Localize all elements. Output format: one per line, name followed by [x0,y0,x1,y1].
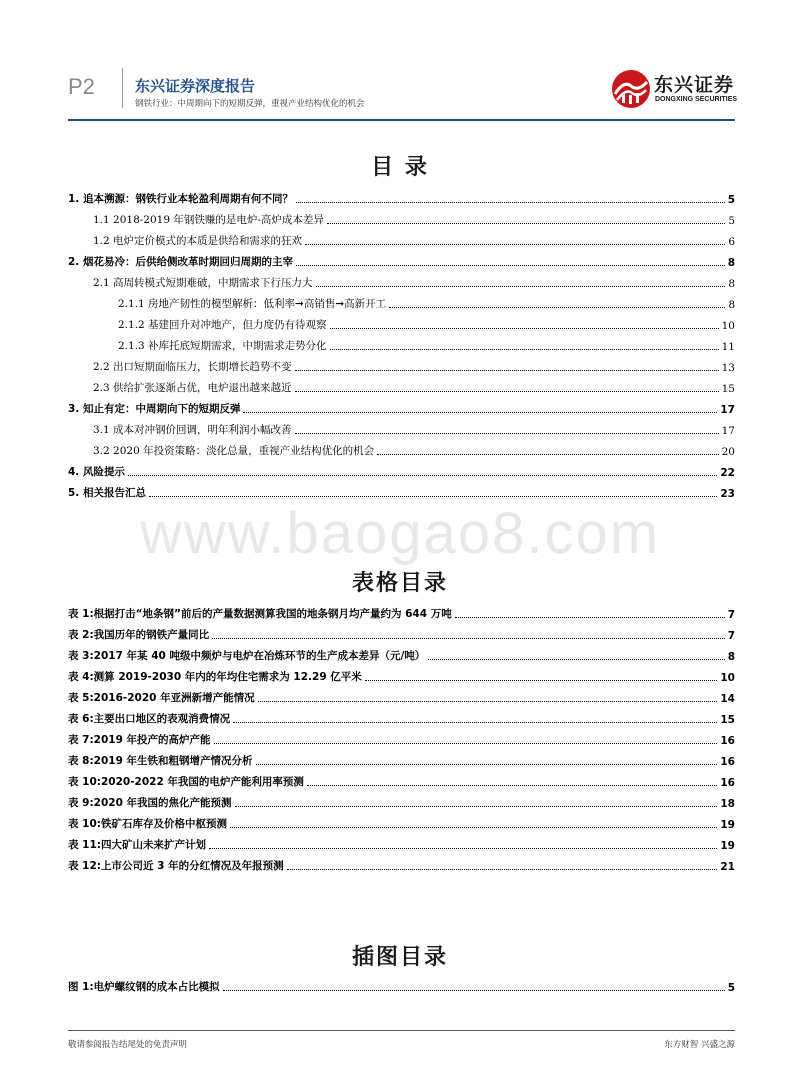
leader-dots [258,701,718,702]
report-series-title: 东兴证券深度报告 [135,77,256,95]
toc-item-page: 22 [720,467,735,479]
leader-dots [214,743,718,744]
toc-item-page: 15 [721,383,735,395]
leader-dots [235,806,718,807]
leader-dots [287,869,718,870]
footer-rule [68,1030,735,1031]
table-list-label: 表 8:2019 年生铁和粗钢增产情况分析 [68,755,253,767]
table-list-label: 表 3:2017 年某 40 吨级中频炉与电炉在冶炼环节的生产成本差异（元/吨） [68,650,426,662]
table-list-item[interactable] [68,648,735,663]
toc-item-label: 3. 知止有定：中周期向下的短期反弹 [68,403,241,415]
table-list-item[interactable] [68,858,735,873]
table-list-item[interactable] [68,837,735,852]
toc-item-page: 17 [721,425,735,437]
table-list-label: 表 12:上市公司近 3 年的分红情况及年报预测 [68,860,284,872]
page-number: P2 [68,74,95,99]
toc-item-label: 2.1.2 基建回升对冲地产，但力度仍有待观察 [118,319,327,331]
footer-slogan: 东方财智 兴盛之源 [664,1040,735,1050]
leader-dots [327,223,725,224]
table-list-page: 19 [720,840,735,852]
leader-dots [296,265,725,266]
leader-dots [243,412,717,413]
tables-list-title: 表格目录 [351,571,448,596]
table-list-item[interactable] [68,732,735,747]
table-list-label: 表 4:测算 2019-2030 年内的年均住宅需求为 12.29 亿平米 [68,671,362,683]
leader-dots [330,349,719,350]
figure-list-item[interactable] [68,979,735,994]
table-list-page: 16 [720,735,735,747]
toc-item[interactable] [93,380,735,395]
leader-dots [377,454,719,455]
leader-dots [149,496,717,497]
table-list-page: 10 [720,672,735,684]
table-list-page: 21 [720,861,735,873]
toc-item-page: 5 [727,194,735,206]
table-list-label: 表 10:2020-2022 年我国的电炉产能利用率预测 [68,776,304,788]
logo-en-text: DONGXING SECURITIES [655,96,738,103]
toc-item[interactable] [68,464,735,479]
toc-item[interactable] [68,485,735,500]
table-list-item[interactable] [68,774,735,789]
leader-dots [365,680,718,681]
figures-list-title: 插图目录 [351,945,448,970]
leader-dots [307,785,717,786]
table-list-page: 7 [727,630,735,642]
watermark-text: www.baogao8.com [139,501,661,566]
table-list-item[interactable] [68,711,735,726]
table-list-label: 表 7:2019 年投产的高炉产能 [68,734,211,746]
toc-item-page: 23 [720,488,735,500]
header-rule [68,119,735,121]
table-list-page: 15 [720,714,735,726]
toc-item-label: 2.3 供给扩张逐渐占优，电炉退出越来越近 [93,382,292,394]
table-list-page: 7 [727,609,735,621]
leader-dots [305,244,725,245]
table-list-item[interactable] [68,627,735,642]
toc-item[interactable] [118,296,735,311]
leader-dots [212,638,725,639]
leader-dots [223,990,725,991]
toc-item-page: 8 [728,278,735,290]
leader-dots [330,328,719,329]
page-header [0,0,800,125]
toc-item-label: 3.1 成本对冲钢价回调，明年利润小幅改善 [93,424,292,436]
toc-item-label: 2.1.3 补库托底短期需求，中期需求走势分化 [118,340,327,352]
toc-item-page: 17 [720,404,735,416]
toc-item[interactable] [93,275,735,290]
table-list-item[interactable] [68,795,735,810]
table-list-item[interactable] [68,606,735,621]
table-list-page: 16 [720,777,735,789]
toc-item-label: 1.1 2018-2019 年钢铁赚的是电炉-高炉成本差异 [93,214,324,226]
table-list-label: 表 6:主要出口地区的表观消费情况 [68,713,231,725]
table-list-page: 8 [727,651,735,663]
header-divider [122,68,123,108]
table-list-page: 19 [720,819,735,831]
logo-cn-text: 东兴证券 [654,74,735,96]
leader-dots [295,370,719,371]
toc-item-page: 6 [728,236,735,248]
table-list-page: 18 [720,798,735,810]
figure-list-page: 5 [727,982,735,994]
toc-item[interactable] [93,443,735,458]
table-list-item[interactable] [68,669,735,684]
table-list-label: 表 2:我国历年的钢铁产量同比 [68,629,210,641]
toc-item[interactable] [93,233,735,248]
toc-item-page: 8 [728,299,735,311]
toc-item-label: 3.2 2020 年投资策略：淡化总量，重视产业结构优化的机会 [93,445,375,457]
toc-item-label: 4. 风险提示 [68,466,125,478]
toc-item[interactable] [93,359,735,374]
leader-dots [455,617,725,618]
toc-item-label: 2. 烟花易冷：后供给侧改革时期回归周期的主宰 [68,256,293,268]
toc-item-label: 2.1.1 房地产韧性的模型解析：低利率➞高销售➞高新开工 [118,298,387,310]
leader-dots [230,827,717,828]
report-subtitle: 钢铁行业：中周期向下的短期反弹，重视产业结构优化的机会 [135,99,365,109]
toc-item[interactable] [118,317,735,332]
leader-dots [295,391,719,392]
table-list-item[interactable] [68,753,735,768]
table-list-page: 16 [720,756,735,768]
leader-dots [233,722,717,723]
toc-item[interactable] [68,254,735,269]
leader-dots [209,848,717,849]
leader-dots [296,202,725,203]
table-list-label: 表 11:四大矿山未来扩产计划 [68,839,206,851]
toc-item[interactable] [118,338,735,353]
table-list-page: 14 [720,693,735,705]
toc-item-page: 5 [728,215,735,227]
toc-item-label: 5. 相关报告汇总 [68,487,146,499]
leader-dots [428,659,724,660]
company-logo [610,68,738,112]
table-list-label: 表 5:2016-2020 年亚洲新增产能情况 [68,692,255,704]
table-list-label: 表 10:铁矿石库存及价格中枢预测 [68,818,227,830]
toc-item[interactable] [93,212,735,227]
figure-list-label: 图 1:电炉螺纹钢的成本占比模拟 [68,981,220,993]
toc-title: 目 录 [371,155,429,180]
toc-item-page: 13 [721,362,735,374]
toc-item-label: 1. 追本溯源：钢铁行业本轮盈利周期有何不同？ [68,193,293,205]
toc-item-page: 10 [721,320,735,332]
toc-item-page: 8 [727,257,735,269]
table-list-label: 表 9:2020 年我国的焦化产能预测 [68,797,232,809]
table-list-item[interactable] [68,816,735,831]
leader-dots [295,433,719,434]
leader-dots [256,764,718,765]
toc-item-label: 2.1 高周转模式短期难破，中期需求下行压力大 [93,277,313,289]
table-list-label: 表 1:根据打击“地条钢”前后的产量数据测算我国的地条钢月均产量约为 644 万吨 [68,608,452,620]
toc-item[interactable] [68,191,735,206]
toc-item-label: 1.2 电炉定价模式的本质是供给和需求的狂欢 [93,235,303,247]
table-list-item[interactable] [68,690,735,705]
toc-item-page: 20 [721,446,735,458]
toc-item[interactable] [93,422,735,437]
leader-dots [389,307,725,308]
footer-disclaimer: 敬请参阅报告结尾处的免责声明 [68,1040,188,1050]
logo-mark-icon [610,68,652,110]
leader-dots [128,475,717,476]
toc-item[interactable] [68,401,735,416]
leader-dots [316,286,726,287]
toc-item-label: 2.2 出口短期面临压力，长期增长趋势不变 [93,361,292,373]
toc-item-page: 11 [721,341,735,353]
